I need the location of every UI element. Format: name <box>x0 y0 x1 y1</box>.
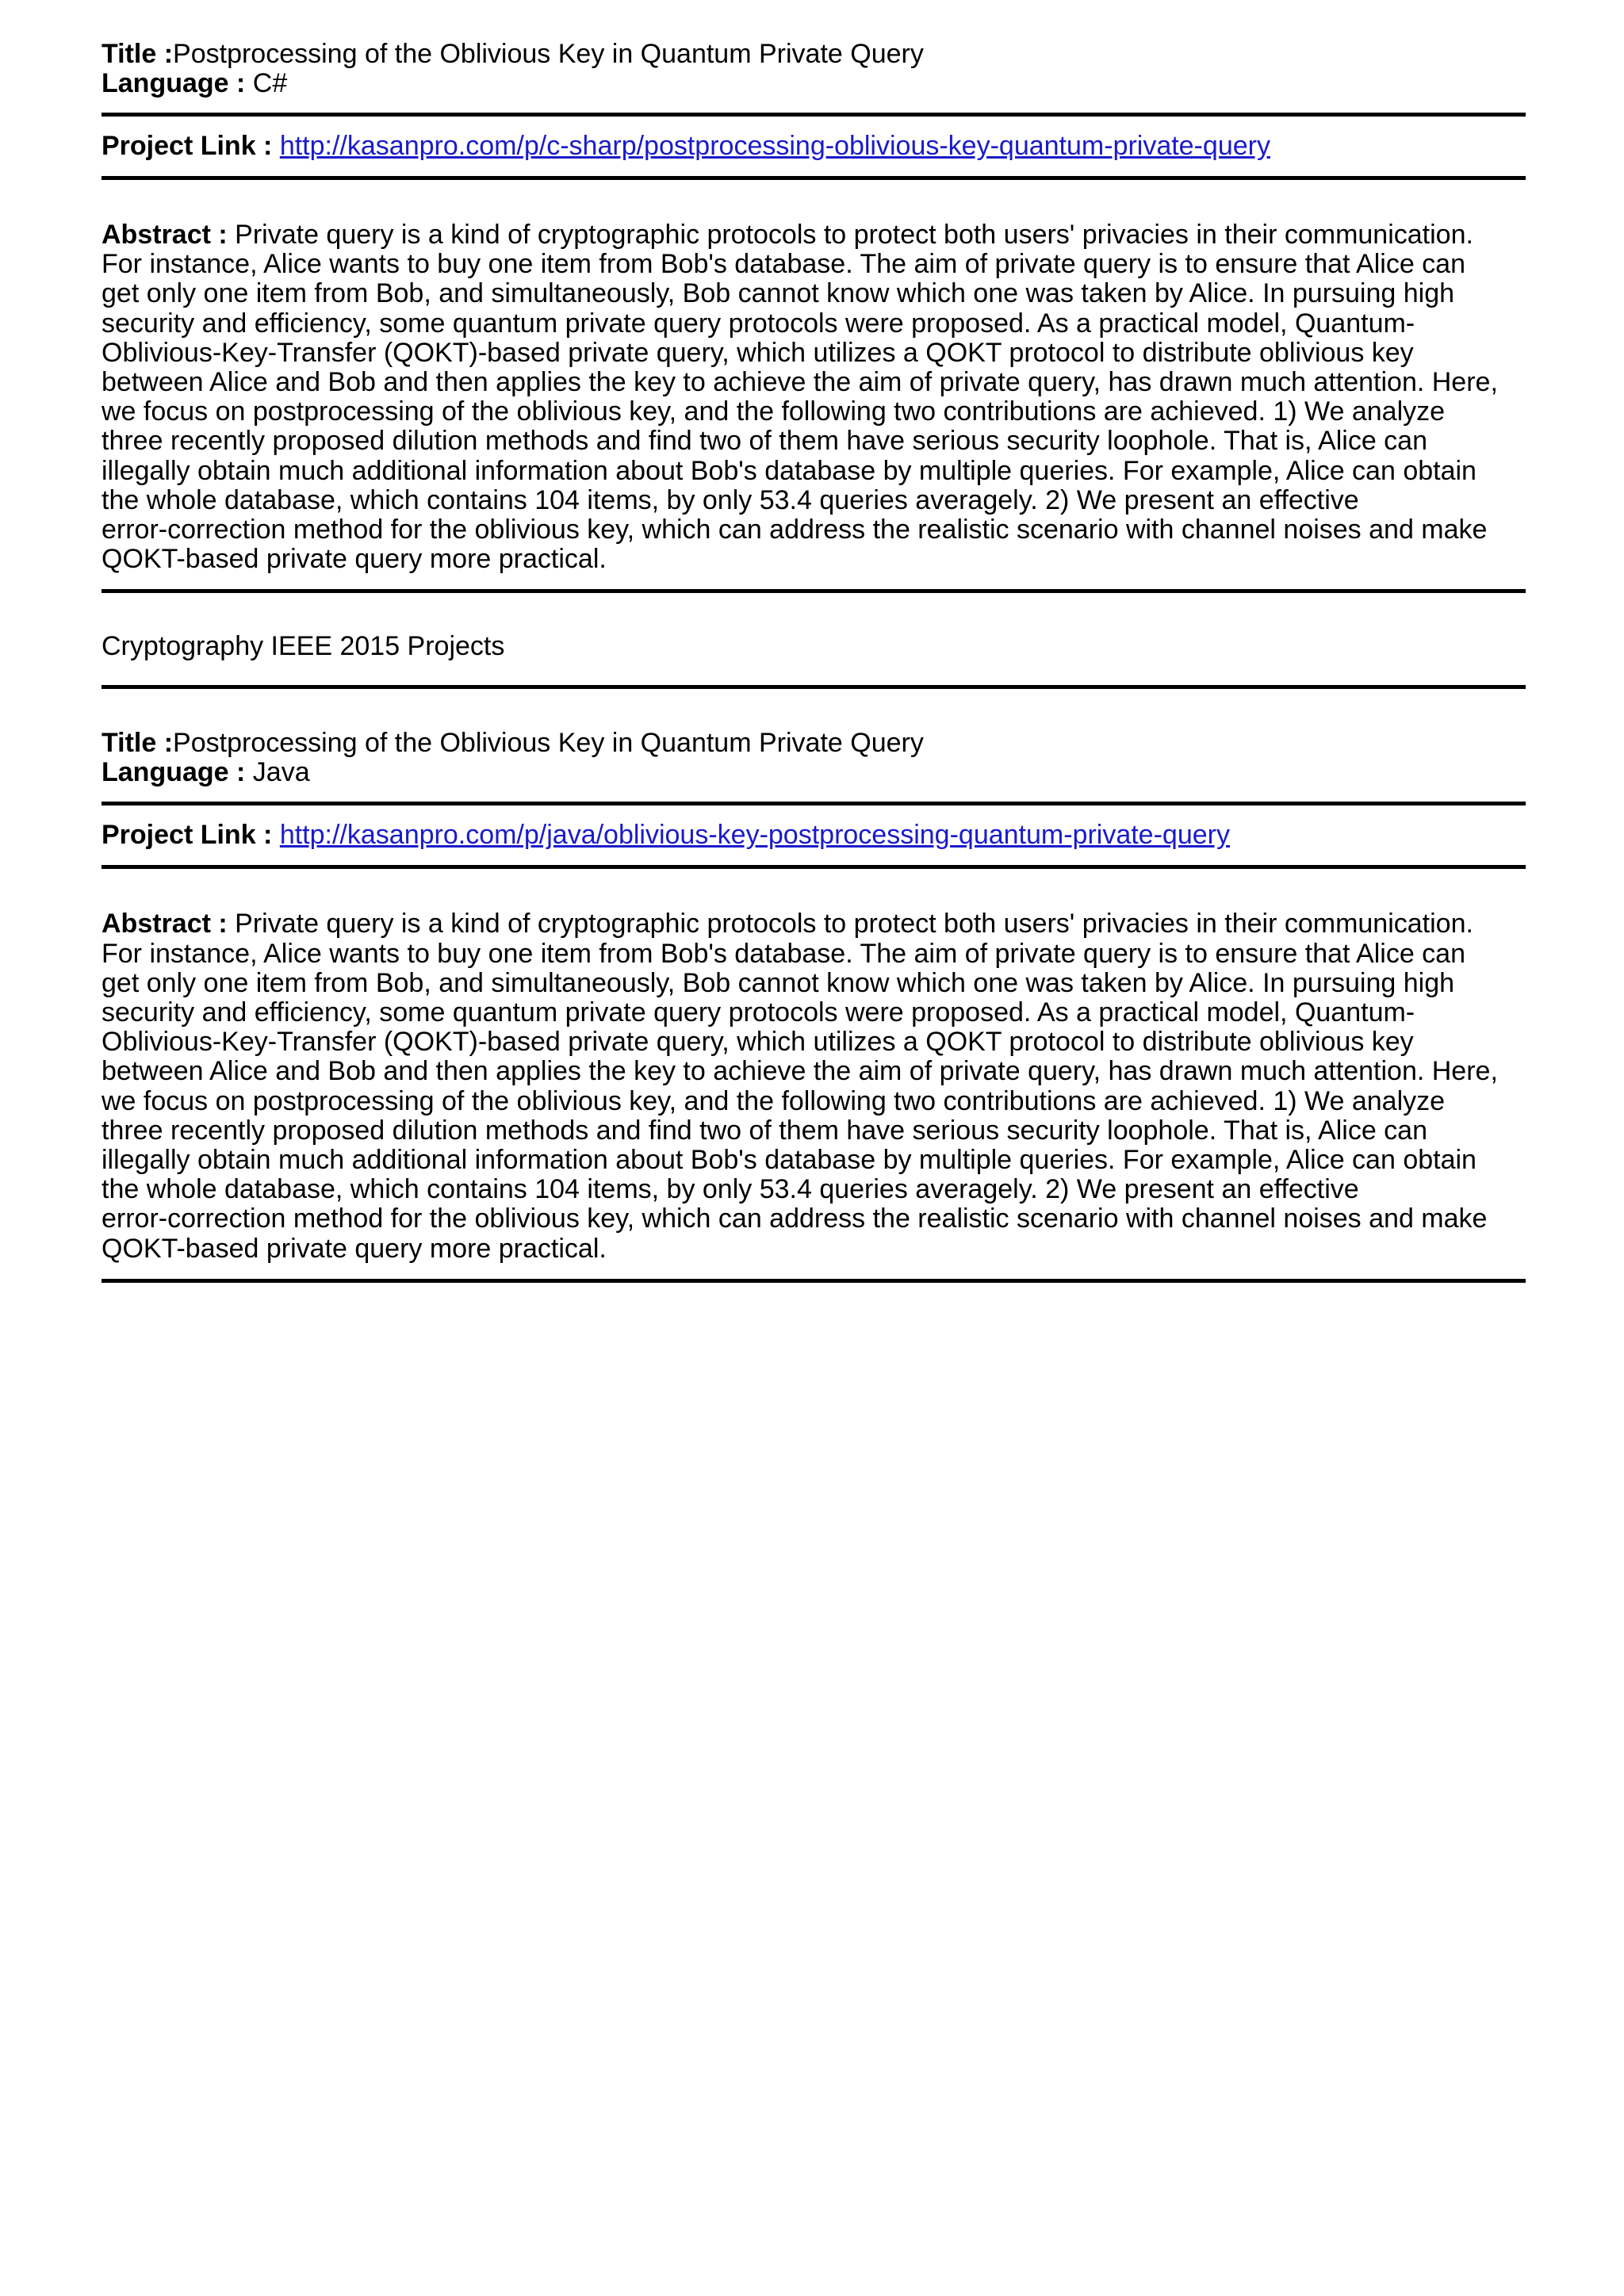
divider <box>102 802 1526 806</box>
language-label: Language : <box>102 757 246 788</box>
abstract-line: For instance, Alice wants to buy one item from Bob's database. The aim of private query is to ensure that Alice can <box>102 249 1465 280</box>
divider <box>102 176 1526 180</box>
abstract-label: Abstract : <box>102 909 228 939</box>
abstract-line: QOKT-based private query more practical. <box>102 544 607 575</box>
document-page <box>102 35 1526 1283</box>
abstract-line: get only one item from Bob, and simultaneously, Bob cannot know which one was taken by Alice. In pursuing high <box>102 278 1455 309</box>
abstract-line: For instance, Alice wants to buy one item from Bob's database. The aim of private query is to ensure that Alice can <box>102 938 1465 969</box>
title-text: Postprocessing of the Oblivious Key in Quantum Private Query <box>173 728 924 759</box>
abstract-line: Oblivious-Key-Transfer (QOKT)-based private query, which utilizes a QOKT protocol to distribute oblivious key <box>102 1027 1414 1058</box>
abstract-line: QOKT-based private query more practical. <box>102 1233 607 1264</box>
abstract-line <box>102 909 1529 939</box>
project-link-line <box>102 821 1526 850</box>
divider <box>102 865 1526 869</box>
abstract-text: Private query is a kind of cryptographic protocols to protect both users' privacies in their communication. <box>235 909 1473 939</box>
abstract-line <box>102 220 1529 250</box>
abstract-line: between Alice and Bob and then applies the key to achieve the aim of private query, has drawn much attention. Here, <box>102 367 1498 398</box>
title-label: Title : <box>102 39 174 69</box>
title-label: Title : <box>102 728 174 759</box>
project-entry <box>102 729 1526 1282</box>
project-link-line <box>102 132 1526 161</box>
abstract-line: security and efficiency, some quantum private query protocols were proposed. As a practical model, Quantum- <box>102 308 1415 339</box>
project-link-label: Project Link : <box>102 820 273 851</box>
title-line <box>102 729 1526 758</box>
project-entry <box>102 40 1526 593</box>
abstract-line: error-correction method for the oblivious key, which can address the realistic scenario with channel noises and make <box>102 515 1488 545</box>
abstract-line: illegally obtain much additional information about Bob's database by multiple queries. For example, Alice can obtain <box>102 455 1477 486</box>
project-link[interactable]: http://kasanpro.com/p/java/oblivious-key-postprocessing-quantum-private-query <box>279 820 1230 851</box>
abstract-line: illegally obtain much additional information about Bob's database by multiple queries. For example, Alice can obtain <box>102 1145 1477 1176</box>
abstract-line: three recently proposed dilution methods and find two of them have serious security loophole. That is, Alice can <box>102 426 1427 457</box>
title-text: Postprocessing of the Oblivious Key in Quantum Private Query <box>173 39 924 69</box>
language-text: Java <box>252 757 310 788</box>
language-line <box>102 69 1526 98</box>
abstract-line: Oblivious-Key-Transfer (QOKT)-based private query, which utilizes a QOKT protocol to distribute oblivious key <box>102 337 1414 368</box>
abstract <box>102 220 1529 574</box>
language-label: Language : <box>102 68 246 98</box>
abstract-line: the whole database, which contains 104 items, by only 53.4 queries averagely. 2) We present an effective <box>102 484 1359 515</box>
category-heading: Cryptography IEEE 2015 Projects <box>102 631 505 662</box>
project-link[interactable]: http://kasanpro.com/p/c-sharp/postprocessing-oblivious-key-quantum-private-query <box>279 131 1270 161</box>
abstract-line: error-correction method for the oblivious key, which can address the realistic scenario with channel noises and make <box>102 1203 1488 1234</box>
abstract-line: the whole database, which contains 104 items, by only 53.4 queries averagely. 2) We present an effective <box>102 1174 1359 1205</box>
title-line <box>102 40 1526 69</box>
divider <box>102 685 1526 689</box>
abstract-line: get only one item from Bob, and simultaneously, Bob cannot know which one was taken by Alice. In pursuing high <box>102 967 1455 998</box>
abstract-line: we focus on postprocessing of the oblivious key, and the following two contributions are achieved. 1) We analyze <box>102 396 1446 427</box>
project-link-label: Project Link : <box>102 131 273 161</box>
divider <box>102 589 1526 593</box>
abstract-line: three recently proposed dilution methods and find two of them have serious security loophole. That is, Alice can <box>102 1115 1427 1146</box>
abstract-text: Private query is a kind of cryptographic protocols to protect both users' privacies in their communication. <box>235 220 1473 250</box>
abstract-line: between Alice and Bob and then applies the key to achieve the aim of private query, has drawn much attention. Here, <box>102 1056 1498 1087</box>
abstract-line: security and efficiency, some quantum private query protocols were proposed. As a practical model, Quantum- <box>102 997 1415 1028</box>
divider <box>102 1279 1526 1283</box>
abstract-line: we focus on postprocessing of the oblivious key, and the following two contributions are achieved. 1) We analyze <box>102 1085 1446 1116</box>
abstract-label: Abstract : <box>102 220 228 250</box>
abstract <box>102 909 1529 1263</box>
divider <box>102 113 1526 117</box>
language-text: C# <box>252 68 288 98</box>
language-line <box>102 758 1526 787</box>
